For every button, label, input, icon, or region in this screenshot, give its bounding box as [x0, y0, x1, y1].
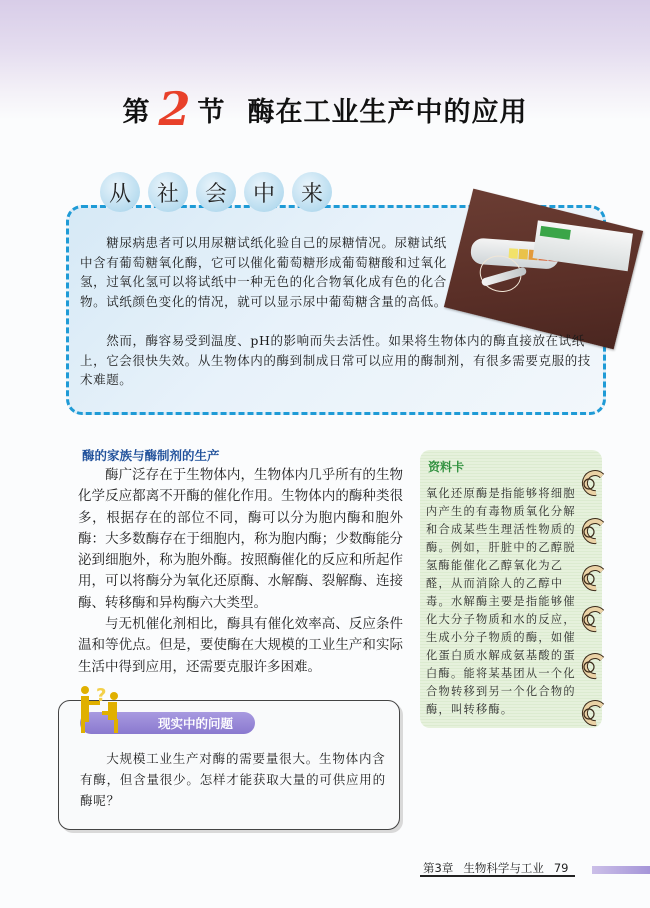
binder-ring-icon: [578, 515, 608, 545]
body-paragraph-1: 酶广泛存在于生物体内，生物体内几乎所有的生物化学反应都离不开酶的催化作用。生物体内的酶种类很多，根据存在的部位不同，酶可以分为胞内酶和胞外酶：大多数酶存在于细胞内，称为胞内酶；少数酶能分泌到细胞外，称为胞外酶。按照酶催化的反应和所起作用，可以将酶分为氧化还原酶、水解酶、裂解酶、连接酶、转移酶和异构酶六大类型。: [78, 467, 403, 611]
section-prefix: 第: [122, 97, 151, 128]
section-suffix: 节: [197, 97, 226, 128]
page-footer: [423, 860, 568, 876]
heading-bubble: 来: [292, 172, 332, 212]
real-problem-banner: 现实中的问题: [80, 712, 255, 734]
footer-chapter: 第3章: [423, 861, 454, 875]
body-paragraph-2: 与无机催化剂相比，酶具有催化效率高、反应条件温和等优点。但是，要使酶在大规模的工业生产和实际生活中得到应用，还需要克服许多困难。: [78, 616, 403, 675]
heading-bubble: 社: [148, 172, 188, 212]
footer-chapter-title: 生物科学与工业: [463, 861, 544, 875]
heading-bubble: 中: [244, 172, 284, 212]
data-card-text: 氧化还原酶是指能够将细胞内产生的有毒物质氧化分解和合成某些生理活性物质的酶。例如，肝脏中的乙醇脱氢酶能催化乙醇氧化为乙醛，从而消除人的乙醇中毒。水解酶主要是指能够催化大分子物质和水的反应，生成小分子物质的酶，如催化蛋白质水解成氨基酸的蛋白酶。能将某基团从一个化合物转移到另一个化合物的酶，叫转移酶。: [426, 487, 576, 716]
intro-heading: [100, 172, 332, 212]
page-title: [0, 78, 650, 136]
heading-bubble: 从: [100, 172, 140, 212]
binder-ring-icon: [578, 562, 608, 592]
people-question-icon: [78, 683, 126, 735]
section-title: 酶在工业生产中的应用: [247, 97, 528, 128]
data-card-title: 资料卡: [428, 460, 465, 474]
binder-ring-icon: [578, 467, 608, 497]
page-number: 79: [553, 861, 569, 875]
footer-rule: [420, 875, 575, 877]
intro-paragraph-2: 然而，酶容易受到温度、pH的影响而失去活性。如果将生物体内的酶直接放在试纸上，它会很快失效。从生物体内的酶到制成日常可以应用的酶制剂，有很多需要克服的技术难题。: [80, 333, 591, 387]
section-heading: 酶的家族与酶制剂的生产: [82, 448, 220, 463]
real-problem-text: 大规模工业生产对酶的需要量很大。生物体内含有酶，但含量很少。怎样才能获取大量的可供应用的酶呢？: [80, 751, 386, 808]
footer-accent-bar: [592, 866, 650, 874]
intro-paragraph-1: 糖尿病患者可以用尿糖试纸化验自己的尿糖情况。尿糖试纸中含有葡萄糖氧化酶，它可以催化葡萄糖形成葡萄糖酸和过氧化氢，过氧化氢可以将试纸中一种无色的化合物氧化成有色的化合物。试纸颜色变化的情况，就可以显示尿中葡萄糖含量的高低。: [80, 235, 447, 309]
svg-text:?: ?: [96, 685, 107, 706]
heading-bubble: 会: [196, 172, 236, 212]
body-text: [78, 465, 403, 678]
binder-ring-icon: [578, 603, 608, 633]
section-number: 2: [158, 82, 192, 136]
binder-ring-icon: [578, 650, 608, 680]
binder-ring-icon: [578, 697, 608, 727]
